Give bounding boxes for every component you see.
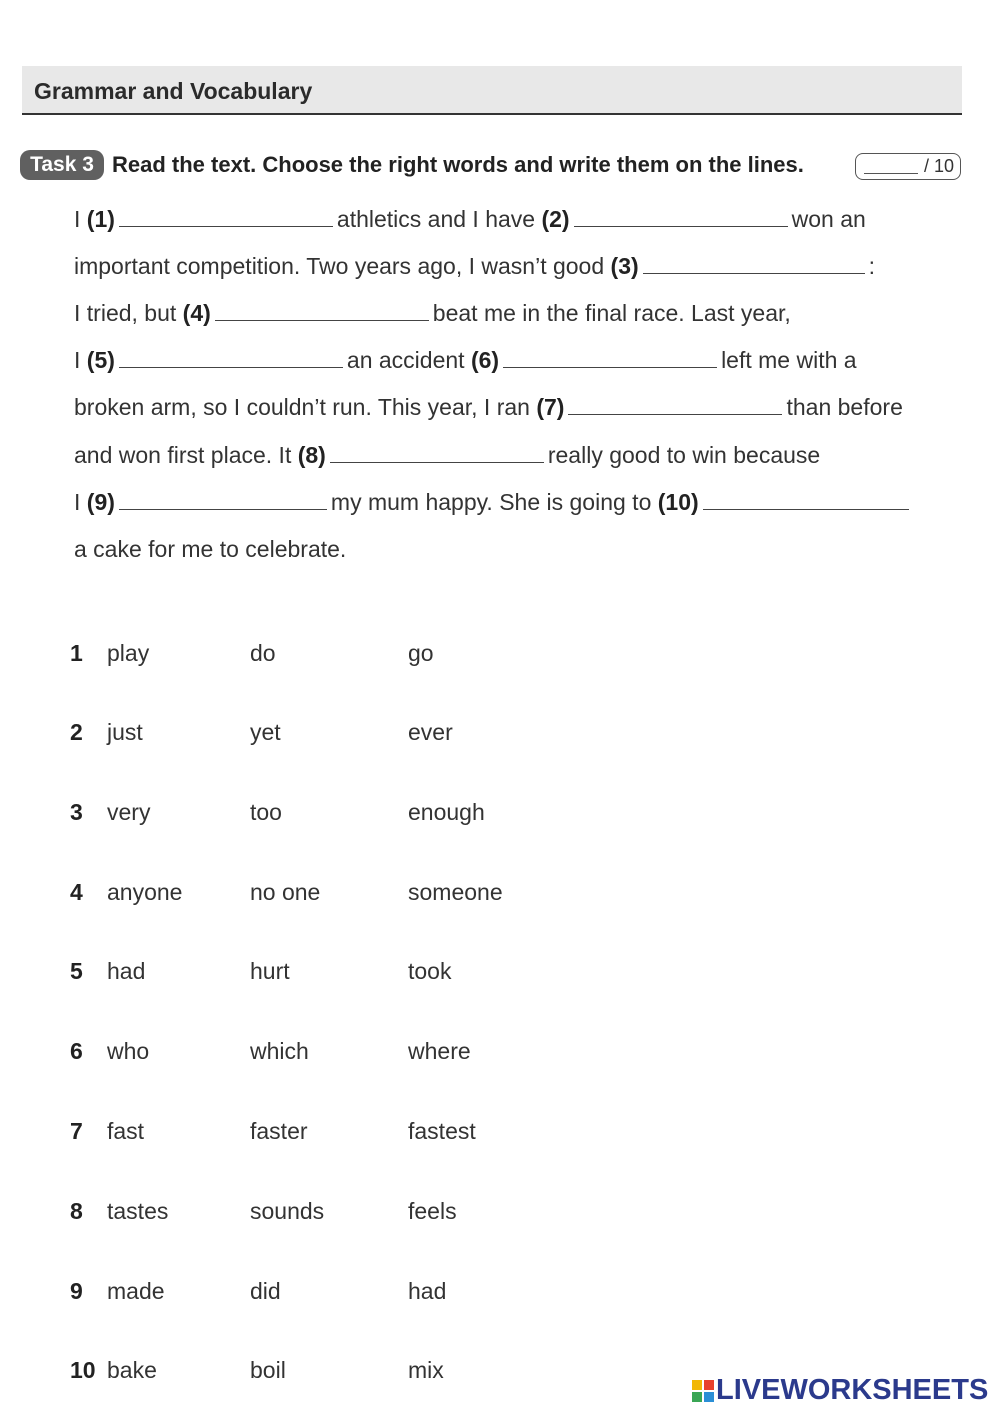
task-badge: Task 3 [20, 150, 104, 180]
passage-line-4: I (5) an accident (6) left me with a [74, 347, 857, 373]
option-choice[interactable]: which [250, 1038, 309, 1064]
liveworksheets-logo-icon [692, 1380, 714, 1402]
option-choice[interactable]: anyone [107, 879, 183, 905]
option-choice[interactable]: had [107, 958, 146, 984]
option-choice[interactable]: very [107, 799, 151, 825]
option-choice[interactable]: had [408, 1278, 447, 1304]
option-choice[interactable]: play [107, 640, 150, 666]
option-choice[interactable]: mix [408, 1357, 444, 1383]
option-choice[interactable]: too [250, 799, 282, 825]
task-header [20, 150, 965, 184]
option-choice[interactable]: do [250, 640, 276, 666]
answer-blank-9[interactable] [119, 489, 327, 510]
option-choice[interactable]: made [107, 1278, 165, 1304]
option-choice[interactable]: boil [250, 1357, 286, 1383]
option-choice[interactable]: took [408, 958, 452, 984]
option-choice[interactable]: go [408, 640, 434, 666]
option-choice[interactable]: sounds [250, 1198, 325, 1224]
answer-blank-1[interactable] [119, 206, 333, 227]
option-choice[interactable]: just [107, 719, 143, 745]
option-choice[interactable]: enough [408, 799, 485, 825]
option-choice[interactable]: someone [408, 879, 503, 905]
liveworksheets-logo-text: LIVEWORKSHEETS [716, 1374, 989, 1406]
answer-blank-2[interactable] [574, 206, 788, 227]
answer-blank-5[interactable] [119, 347, 343, 368]
option-choice[interactable]: no one [250, 879, 321, 905]
task-instruction: Read the text. Choose the right words and write them on the lines. [112, 152, 804, 177]
option-choice[interactable]: ever [408, 719, 453, 745]
option-choice[interactable]: faster [250, 1118, 308, 1144]
option-choice[interactable]: tastes [107, 1198, 169, 1224]
option-choice[interactable]: who [107, 1038, 150, 1064]
passage-line-5: broken arm, so I couldn’t run. This year, I ran (7) than before [74, 394, 903, 420]
option-choice[interactable]: did [250, 1278, 281, 1304]
passage-line-2: important competition. Two years ago, I wasn’t good (3) : [74, 253, 876, 279]
option-choice[interactable]: hurt [250, 958, 290, 984]
option-choice[interactable]: fast [107, 1118, 145, 1144]
option-choice[interactable]: feels [408, 1198, 457, 1224]
answer-blank-10[interactable] [703, 489, 909, 510]
option-choice[interactable]: where [408, 1038, 471, 1064]
section-header [22, 66, 962, 115]
passage-line-3: I tried, but (4) beat me in the final race. Last year, [74, 300, 791, 326]
answer-blank-3[interactable] [643, 253, 865, 274]
section-title: Grammar and Vocabulary [34, 78, 313, 104]
score-total: / 10 [923, 156, 954, 176]
score-box [855, 153, 961, 180]
score-input-line[interactable] [864, 173, 918, 174]
passage-line-8: a cake for me to celebrate. [74, 536, 347, 562]
answer-blank-4[interactable] [215, 300, 429, 321]
answer-blank-7[interactable] [568, 394, 782, 415]
liveworksheets-logo[interactable] [692, 1374, 988, 1406]
passage-line-7: I (9) my mum happy. She is going to (10) [74, 487, 913, 517]
passage-line-6: and won first place. It (8) really good to win because [74, 442, 821, 468]
answer-blank-6[interactable] [503, 347, 717, 368]
option-choice[interactable]: bake [107, 1357, 157, 1383]
option-choice[interactable]: yet [250, 719, 281, 745]
answer-blank-8[interactable] [330, 442, 544, 463]
option-choice[interactable]: fastest [408, 1118, 476, 1144]
passage-line-1: I (1) athletics and I have (2) won an [74, 206, 866, 232]
